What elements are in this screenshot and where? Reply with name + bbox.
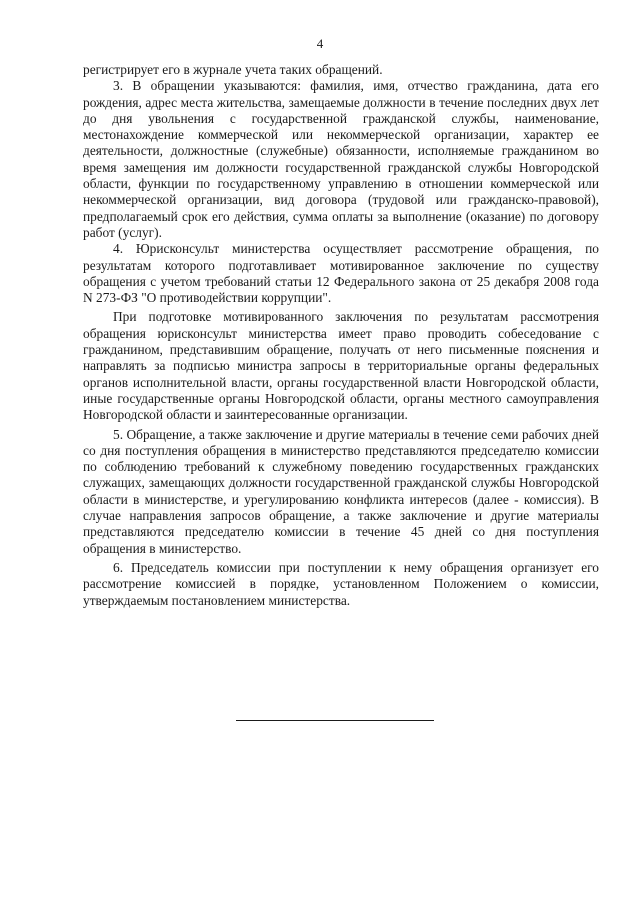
paragraph-continuation: регистрирует его в журнале учета таких обращений.: [83, 62, 383, 77]
paragraph-item-4: 4. Юрисконсульт министерства осуществляет рассмотрение обращения, по результатам которого подготавливает мотивированное заключение по существу обращения с учетом требований статьи 12 Федерального закона от 25 декабря 2008 года N 273-ФЗ "О противодействии коррупции".: [83, 241, 599, 306]
paragraph-item-6: 6. Председатель комиссии при поступлении к нему обращения организует его рассмотрение комиссией в порядке, установленном Положением о комиссии, утверждаемым постановлением министерства.: [83, 559, 599, 608]
page-number: 4: [316, 36, 324, 51]
paragraph-item-3: 3. В обращении указываются: фамилия, имя, отчество гражданина, дата его рождения, адрес места жительства, замещаемые должности в течение последних двух лет до дня увольнения с государственной гражданской службы, наименование, местонахождение коммерческой или некоммерческой организации, характер ее деятельности, должностные (служебные) обязанности, исполняемые гражданином во время замещения им должности государственной гражданской службы Новгородской области, функции по государственному управлению в отношении коммерческой или некоммерческой организации, вид договора (трудовой или гражданско-правовой), предполагаемый срок его действия, сумма оплаты за выполнение (оказание) по договору работ (услуг).: [83, 78, 599, 240]
paragraph-item-5: 5. Обращение, а также заключение и другие материалы в течение семи рабочих дней со дня поступления обращения в министерство представляются председателю комиссии по соблюдению требований к служебному поведению государственных гражданских служащих, замещающих должности государственной гражданской службы Новгородской области в министерстве, и урегулированию конфликта интересов (далее - комиссия). В случае направления запросов обращение, а также заключение и другие материалы представляются председателю комиссии в течение 45 дней со дня поступления обращения в министерство.: [83, 426, 599, 556]
end-of-document-divider: [236, 720, 434, 721]
document-body: [83, 62, 599, 609]
paragraph-item-4-continued: При подготовке мотивированного заключения по результатам рассмотрения обращения юрисконсульт министерства имеет право проводить собеседование с гражданином, представившим обращение, получать от него письменные пояснения и направлять за подписью министра запросы в территориальные органы федеральных органов исполнительной власти, органы государственной власти Новгородской области, иные государственные органы Новгородской области, органы местного самоуправления Новгородской области и заинтересованные организации.: [83, 309, 599, 423]
